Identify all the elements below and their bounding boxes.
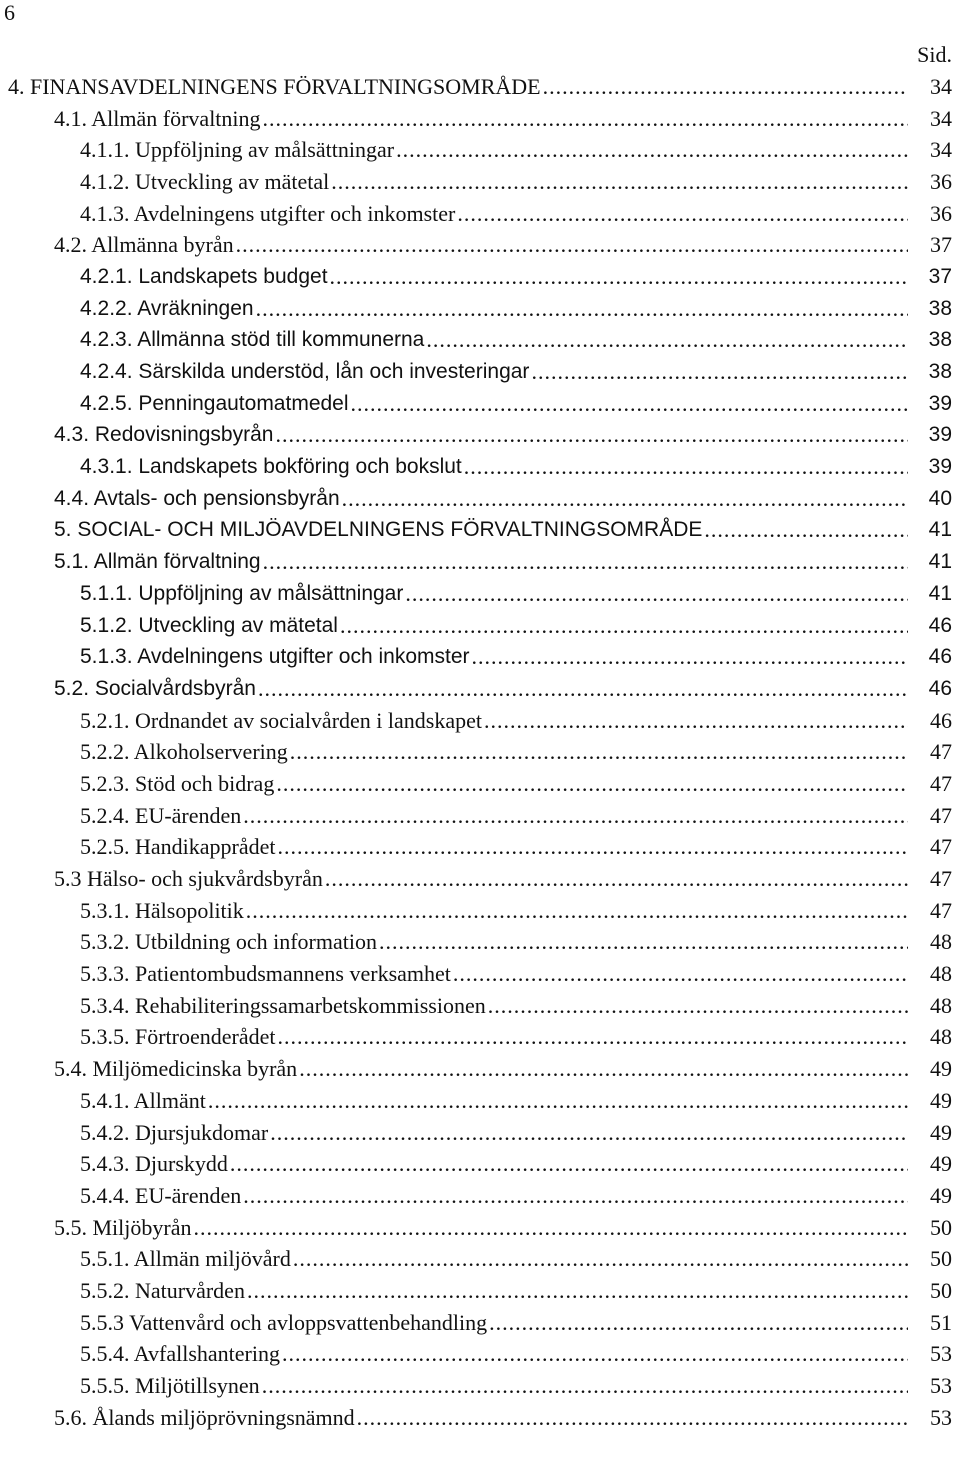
toc-entry[interactable] xyxy=(0,483,960,515)
toc-entry-title: 5.4.2. Djursjukdomar xyxy=(80,1119,269,1145)
dot-leader xyxy=(293,1246,908,1272)
toc-entry-page: 49 xyxy=(930,1119,952,1145)
toc-entry-page: 51 xyxy=(930,1309,952,1335)
toc-entry-page: 50 xyxy=(930,1277,952,1303)
toc-entry[interactable] xyxy=(0,927,960,959)
toc-entry[interactable] xyxy=(0,1307,960,1339)
dot-leader xyxy=(282,1341,908,1367)
toc-entry-page: 46 xyxy=(928,676,952,700)
toc-entry-page: 40 xyxy=(928,486,952,510)
toc-entry-page: 47 xyxy=(930,866,952,892)
toc-entry[interactable] xyxy=(0,578,960,610)
toc-entry[interactable] xyxy=(0,166,960,198)
dot-leader xyxy=(531,359,908,385)
toc-entry[interactable] xyxy=(0,1053,960,1085)
toc-entry[interactable] xyxy=(0,1212,960,1244)
toc-entry[interactable] xyxy=(0,832,960,864)
dot-leader xyxy=(351,391,908,417)
dot-leader xyxy=(230,1151,908,1177)
dot-leader xyxy=(379,929,908,955)
toc-entry[interactable] xyxy=(0,198,960,230)
dot-leader xyxy=(276,771,908,797)
toc-entry-page: 49 xyxy=(930,1182,952,1208)
toc-entry[interactable] xyxy=(0,1148,960,1180)
toc-entry-title: 5.2.4. EU-ärenden xyxy=(80,802,242,828)
toc-entry-title: 4.2.1. Landskapets budget xyxy=(80,264,328,288)
dot-leader xyxy=(464,454,908,480)
dot-leader xyxy=(194,1215,909,1241)
toc-entry-page: 36 xyxy=(930,168,952,194)
toc-entry-page: 48 xyxy=(930,992,952,1018)
toc-entry-page: 50 xyxy=(930,1214,952,1240)
dot-leader xyxy=(325,866,908,892)
toc-entry-page: 41 xyxy=(928,518,952,542)
dot-leader xyxy=(453,961,908,987)
dot-leader xyxy=(472,644,908,670)
toc-entry-title: 5.3 Hälso- och sjukvårdsbyrån xyxy=(54,866,323,892)
toc-entry[interactable] xyxy=(0,1339,960,1371)
dot-leader xyxy=(405,581,908,607)
toc-entry-title: 4.1.3. Avdelningens utgifter och inkomster xyxy=(80,200,456,226)
dot-leader xyxy=(256,296,908,322)
dot-leader xyxy=(258,676,908,702)
toc-entry-title: 5.3.3. Patientombudsmannens verksamhet xyxy=(80,961,451,987)
toc-entry[interactable] xyxy=(0,515,960,547)
toc-entry-title: 5.4.3. Djurskydd xyxy=(80,1151,228,1177)
toc-entry-title: 5.4. Miljömedicinska byrån xyxy=(54,1056,298,1082)
dot-leader xyxy=(246,898,908,924)
toc-entry-page: 34 xyxy=(930,137,952,163)
page-number: 6 xyxy=(4,0,15,25)
toc-entry[interactable] xyxy=(0,546,960,578)
page-column-heading: Sid. xyxy=(917,42,952,67)
toc-entry-title: 5.2.5. Handikapprådet xyxy=(80,834,276,860)
toc-entry[interactable] xyxy=(0,1180,960,1212)
dot-leader xyxy=(488,993,908,1019)
toc-entry[interactable] xyxy=(0,134,960,166)
toc-entry[interactable] xyxy=(0,356,960,388)
toc-entry[interactable] xyxy=(0,1085,960,1117)
toc-entry-title: 5.1.3. Avdelningens utgifter och inkomster xyxy=(80,645,470,669)
toc-entry-title: 5.2.2. Alkoholservering xyxy=(80,739,288,765)
toc-entry-page: 37 xyxy=(928,264,952,288)
toc-entry[interactable] xyxy=(0,1022,960,1054)
toc-entry-title: 4.1.1. Uppföljning av målsättningar xyxy=(80,137,395,163)
toc-entry[interactable] xyxy=(0,736,960,768)
toc-entry-page: 47 xyxy=(930,897,952,923)
toc-entry-page: 47 xyxy=(930,834,952,860)
toc-entry[interactable] xyxy=(0,388,960,420)
dot-leader xyxy=(263,106,908,132)
toc-entry-title: 5.3.5. Förtroenderådet xyxy=(80,1024,276,1050)
toc-entry-title: 4.2.3. Allmänna stöd till kommunerna xyxy=(80,328,425,352)
toc-entry-page: 46 xyxy=(928,613,952,637)
toc-entry[interactable] xyxy=(0,1370,960,1402)
dot-leader xyxy=(357,1405,908,1431)
toc-entry[interactable] xyxy=(0,673,960,705)
toc-entry-page: 39 xyxy=(928,455,952,479)
toc-entry-title: 5.5.4. Avfallshantering xyxy=(80,1341,280,1367)
toc-entry[interactable] xyxy=(0,261,960,293)
toc-entry-title: 5.2.3. Stöd och bidrag xyxy=(80,770,275,796)
dot-leader xyxy=(243,803,908,829)
toc-entry-page: 36 xyxy=(930,200,952,226)
dot-leader xyxy=(278,834,909,860)
toc-entry-title: 5. SOCIAL- OCH MILJÖAVDELNINGENS FÖRVALTNINGSOMRÅDE xyxy=(54,518,703,542)
toc-entry-page: 48 xyxy=(930,961,952,987)
toc-entry-page: 34 xyxy=(930,73,952,99)
toc-entry-title: 4.2. Allmänna byrån xyxy=(54,232,234,258)
dot-leader xyxy=(275,422,908,448)
toc-entry-title: 5.3.2. Utbildning och information xyxy=(80,929,377,955)
toc-entry-page: 53 xyxy=(930,1404,952,1430)
toc-entry-page: 41 xyxy=(928,550,952,574)
toc-entry-title: 5.4.1. Allmänt xyxy=(80,1087,206,1113)
toc-entry-page: 39 xyxy=(928,423,952,447)
dot-leader xyxy=(331,169,908,195)
dot-leader xyxy=(330,264,908,290)
toc-entry-title: 4.2.2. Avräkningen xyxy=(80,296,254,320)
toc-entry[interactable] xyxy=(0,1117,960,1149)
toc-entry-page: 39 xyxy=(928,391,952,415)
dot-leader xyxy=(489,1310,908,1336)
toc-entry-title: 4.2.4. Särskilda understöd, lån och investeringar xyxy=(80,360,530,384)
toc-entry-page: 38 xyxy=(928,360,952,384)
toc-entry-title: 5.6. Ålands miljöprövningsnämnd xyxy=(54,1404,355,1430)
toc-entry-page: 48 xyxy=(930,1024,952,1050)
toc-entry-page: 38 xyxy=(928,328,952,352)
dot-leader xyxy=(208,1088,908,1114)
toc-entry[interactable] xyxy=(0,103,960,135)
dot-leader xyxy=(396,137,908,163)
toc-entry[interactable] xyxy=(0,895,960,927)
toc-entry[interactable] xyxy=(0,1243,960,1275)
toc-entry-page: 41 xyxy=(928,581,952,605)
toc-entry[interactable] xyxy=(0,293,960,325)
toc-entry-page: 37 xyxy=(930,232,952,258)
toc-entry-title: 5.2. Socialvårdsbyrån xyxy=(54,676,256,700)
toc-entry[interactable] xyxy=(0,325,960,357)
dot-leader xyxy=(243,1183,908,1209)
toc-entry-page: 48 xyxy=(930,929,952,955)
toc-entry[interactable] xyxy=(0,990,960,1022)
toc-entry-page: 49 xyxy=(930,1056,952,1082)
toc-entry-title: 4.1. Allmän förvaltning xyxy=(54,105,261,131)
dot-leader xyxy=(278,1024,909,1050)
toc-entry-page: 46 xyxy=(928,645,952,669)
dot-leader xyxy=(299,1056,908,1082)
toc-entry-title: 4.1.2. Utveckling av mätetal xyxy=(80,168,330,194)
toc-entry-title: 5.5.2. Naturvården xyxy=(80,1277,245,1303)
toc-entry[interactable] xyxy=(0,800,960,832)
toc-entry[interactable] xyxy=(0,705,960,737)
toc-entry[interactable] xyxy=(0,958,960,990)
toc-entry-title: 5.4.4. EU-ärenden xyxy=(80,1182,242,1208)
toc-entry-page: 38 xyxy=(928,296,952,320)
toc-entry-title: 5.5.3 Vattenvård och avloppsvattenbehandling xyxy=(80,1309,488,1335)
toc-entry-title: 4.3. Redovisningsbyrån xyxy=(54,423,274,447)
dot-leader xyxy=(340,613,908,639)
toc-entry-page: 47 xyxy=(930,802,952,828)
dot-leader xyxy=(543,74,908,100)
dot-leader xyxy=(484,708,908,734)
toc-entry-page: 49 xyxy=(930,1151,952,1177)
toc-entry-page: 49 xyxy=(930,1087,952,1113)
toc-entry[interactable] xyxy=(0,863,960,895)
toc-entry-title: 4. FINANSAVDELNINGENS FÖRVALTNINGSOMRÅDE xyxy=(8,73,541,99)
toc-entry-title: 5.5.5. Miljötillsynen xyxy=(80,1373,260,1399)
dot-leader xyxy=(262,1373,908,1399)
toc-entry-page: 47 xyxy=(930,739,952,765)
dot-leader xyxy=(290,739,908,765)
table-of-contents xyxy=(0,71,960,1434)
toc-entry[interactable] xyxy=(0,451,960,483)
toc-entry-page: 53 xyxy=(930,1341,952,1367)
toc-entry-title: 5.5.1. Allmän miljövård xyxy=(80,1246,291,1272)
toc-entry[interactable] xyxy=(0,420,960,452)
dot-leader xyxy=(342,486,908,512)
toc-entry-title: 5.1.1. Uppföljning av målsättningar xyxy=(80,581,404,605)
toc-entry-page: 50 xyxy=(930,1246,952,1272)
toc-entry-page: 46 xyxy=(930,707,952,733)
toc-entry-title: 5.2.1. Ordnandet av socialvården i landskapet xyxy=(80,707,482,733)
toc-entry[interactable] xyxy=(0,1402,960,1434)
toc-entry[interactable] xyxy=(0,229,960,261)
toc-entry-page: 47 xyxy=(930,770,952,796)
toc-entry-title: 4.4. Avtals- och pensionsbyrån xyxy=(54,486,340,510)
toc-entry-title: 4.2.5. Penningautomatmedel xyxy=(80,391,349,415)
toc-entry[interactable] xyxy=(0,641,960,673)
toc-entry-title: 5.1. Allmän förvaltning xyxy=(54,550,261,574)
toc-entry-title: 5.1.2. Utveckling av mätetal xyxy=(80,613,338,637)
toc-entry-title: 4.3.1. Landskapets bokföring och bokslut xyxy=(80,455,462,479)
toc-entry[interactable] xyxy=(0,610,960,642)
dot-leader xyxy=(263,549,908,575)
toc-entry-title: 5.3.1. Hälsopolitik xyxy=(80,897,244,923)
dot-leader xyxy=(236,232,908,258)
dot-leader xyxy=(247,1278,908,1304)
dot-leader xyxy=(426,327,908,353)
toc-entry[interactable] xyxy=(0,1275,960,1307)
toc-entry-page: 34 xyxy=(930,105,952,131)
dot-leader xyxy=(270,1120,908,1146)
dot-leader xyxy=(704,517,908,543)
toc-entry-title: 5.3.4. Rehabiliteringssamarbetskommissionen xyxy=(80,992,486,1018)
toc-entry-title: 5.5. Miljöbyrån xyxy=(54,1214,192,1240)
toc-entry[interactable] xyxy=(0,71,960,103)
dot-leader xyxy=(457,201,908,227)
toc-entry[interactable] xyxy=(0,768,960,800)
toc-entry-page: 53 xyxy=(930,1373,952,1399)
